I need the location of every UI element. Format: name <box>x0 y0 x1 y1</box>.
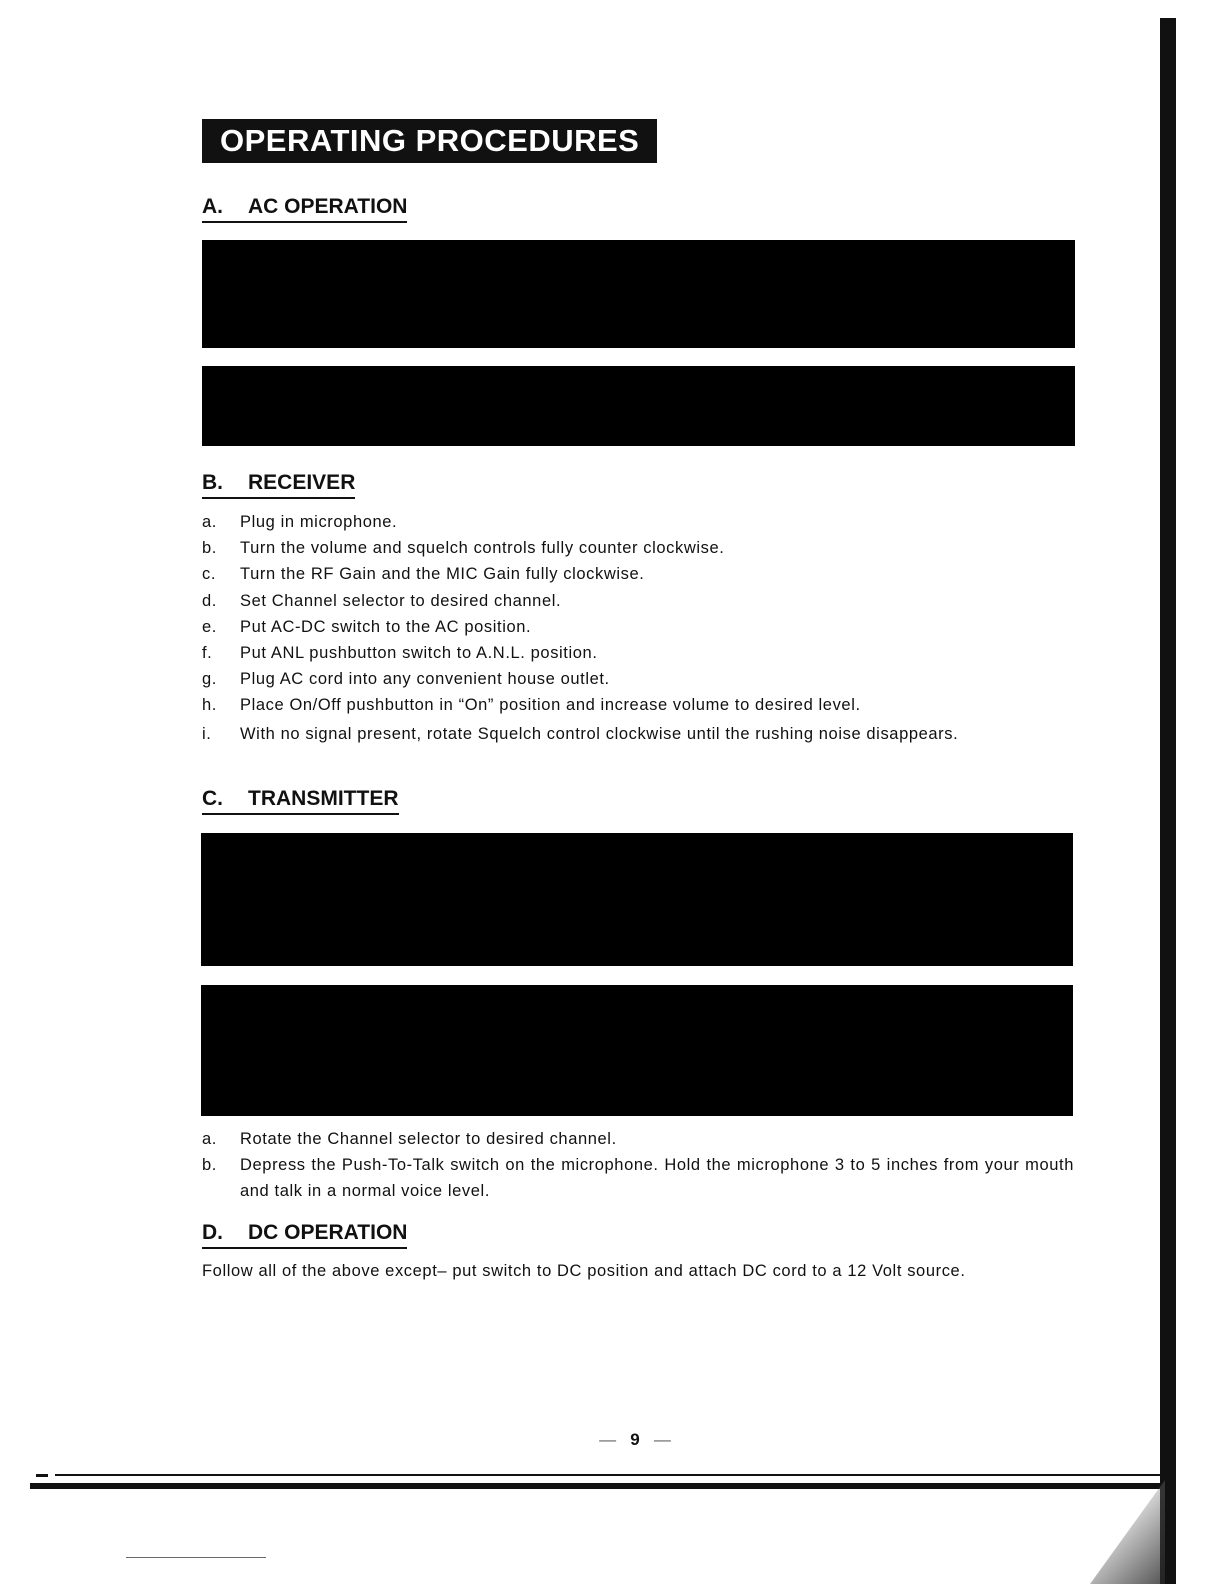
list-text: Plug in microphone. <box>240 513 398 531</box>
list-item <box>202 614 1082 640</box>
list-item <box>202 535 1082 561</box>
list-text: Turn the RF Gain and the MIC Gain fully clockwise. <box>240 565 645 584</box>
section-heading-dc-operation <box>202 1220 407 1249</box>
page-number-dash: — <box>599 1430 617 1449</box>
section-title: RECEIVER <box>248 471 356 494</box>
list-marker: g. <box>202 670 217 689</box>
section-heading-transmitter <box>202 786 399 815</box>
list-marker: b. <box>202 539 217 558</box>
list-marker: b. <box>202 1156 217 1175</box>
list-item <box>202 1126 1074 1152</box>
section-letter: D. <box>202 1221 223 1244</box>
section-letter: C. <box>202 787 223 810</box>
list-marker: h. <box>202 696 217 715</box>
section-heading-receiver <box>202 470 355 499</box>
redacted-block <box>202 240 1075 348</box>
list-marker: i. <box>202 724 212 743</box>
list-item <box>202 588 1082 614</box>
list-item <box>202 561 1082 587</box>
list-text: Plug AC cord into any convenient house outlet. <box>240 670 610 689</box>
scan-shadow <box>1090 1480 1165 1584</box>
redacted-block <box>201 985 1073 1116</box>
section-title: TRANSMITTER <box>248 787 399 810</box>
scan-artifact-line <box>126 1557 266 1558</box>
list-marker: a. <box>202 513 217 531</box>
section-title: DC OPERATION <box>248 1221 408 1244</box>
list-marker: c. <box>202 565 217 584</box>
redacted-block <box>202 366 1075 446</box>
list-text: Set Channel selector to desired channel. <box>240 591 562 610</box>
list-item <box>202 640 1082 666</box>
page-number-footer <box>0 1430 1224 1450</box>
scan-edge-border <box>1160 18 1176 1584</box>
list-text: Put AC-DC switch to the AC position. <box>240 617 532 636</box>
page-title: OPERATING PROCEDURES <box>202 119 657 163</box>
scan-mark <box>36 1474 48 1477</box>
transmitter-steps <box>202 1126 1074 1205</box>
section-letter: B. <box>202 471 223 494</box>
page-number: 9 <box>630 1430 640 1449</box>
list-text: Depress the Push-To-Talk switch on the microphone. Hold the microphone 3 to 5 inches from your mouth and talk in a normal voice level. <box>240 1156 1074 1201</box>
receiver-steps <box>202 509 1082 747</box>
list-text: Turn the volume and squelch controls fully counter clockwise. <box>240 539 725 558</box>
dc-operation-paragraph: Follow all of the above except– put switch to DC position and attach DC cord to a 12 Volt source. <box>202 1262 966 1280</box>
list-text: Place On/Off pushbutton in “On” position and increase volume to desired level. <box>240 696 861 715</box>
bottom-rule <box>55 1474 1165 1476</box>
list-text: With no signal present, rotate Squelch control clockwise until the rushing noise disappears. <box>240 724 959 743</box>
list-marker: d. <box>202 591 217 610</box>
list-marker: a. <box>202 1130 217 1148</box>
redacted-block <box>201 833 1073 966</box>
list-marker: e. <box>202 617 217 636</box>
page-number-dash: — <box>653 1430 671 1449</box>
list-item <box>202 666 1082 692</box>
section-heading-ac-operation <box>202 194 407 223</box>
bottom-rule <box>30 1483 1160 1489</box>
list-item <box>202 692 1082 718</box>
list-text: Put ANL pushbutton switch to A.N.L. position. <box>240 644 598 663</box>
list-item <box>202 509 1082 535</box>
list-item <box>202 719 1082 747</box>
section-title: AC OPERATION <box>248 195 408 218</box>
list-item <box>202 1152 1074 1204</box>
list-text: Rotate the Channel selector to desired channel. <box>240 1130 617 1148</box>
section-letter: A. <box>202 195 223 218</box>
list-marker: f. <box>202 644 213 663</box>
